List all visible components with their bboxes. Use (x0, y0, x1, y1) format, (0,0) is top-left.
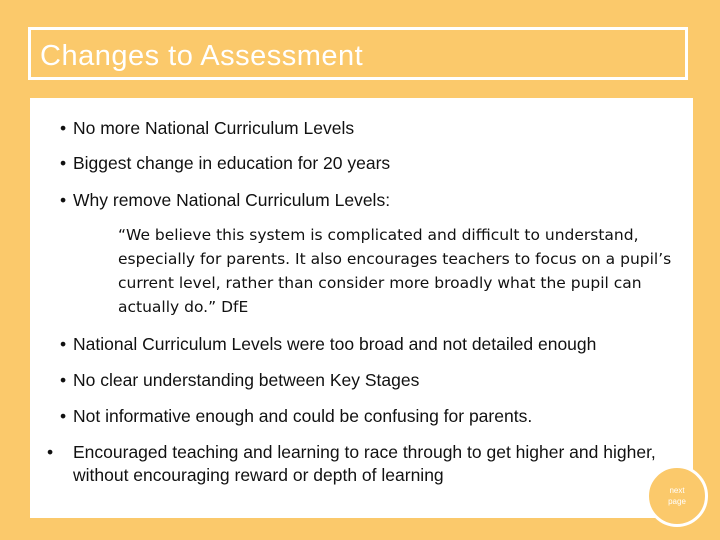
bullet-item (60, 189, 390, 212)
bullet-dot: • (60, 190, 67, 210)
bullet-item (60, 369, 419, 392)
bullet-text: National Curriculum Levels were too broad and not detailed enough (73, 334, 597, 354)
bullet-dot: • (60, 370, 67, 390)
bullet-dot: • (60, 406, 67, 426)
bullet-dot: • (60, 118, 67, 138)
title-frame (28, 27, 688, 80)
dfe-quote: “We believe this system is complicated and difficult to understand, especially for parents. It also encourages teachers to focus on a pupil’s current level, rather than consider more broadly what the pupil can actually do.” DfE (118, 226, 672, 316)
bullet-text: No clear understanding between Key Stages (73, 370, 420, 390)
bullet-item (60, 405, 532, 428)
bullet-text: Biggest change in education for 20 years (73, 153, 391, 173)
bullet-text: Encouraged teaching and learning to race through to get higher and higher, without encouraging reward or depth of learning (73, 442, 656, 485)
bullet-item (60, 152, 390, 175)
content-panel (30, 98, 693, 518)
bullet-dot: • (47, 442, 54, 462)
slide-title: Changes to Assessment (40, 40, 364, 72)
bullet-text: No more National Curriculum Levels (73, 118, 355, 138)
bullet-dot: • (60, 153, 67, 173)
bullet-item (60, 117, 354, 140)
bullet-dot: • (60, 334, 67, 354)
bullet-item (60, 333, 596, 356)
next-page-label: next page (668, 486, 686, 506)
bullet-text: Why remove National Curriculum Levels: (73, 190, 391, 210)
bullet-item (47, 441, 693, 487)
next-page-button[interactable] (646, 465, 708, 527)
bullet-text: Not informative enough and could be confusing for parents. (73, 406, 533, 426)
